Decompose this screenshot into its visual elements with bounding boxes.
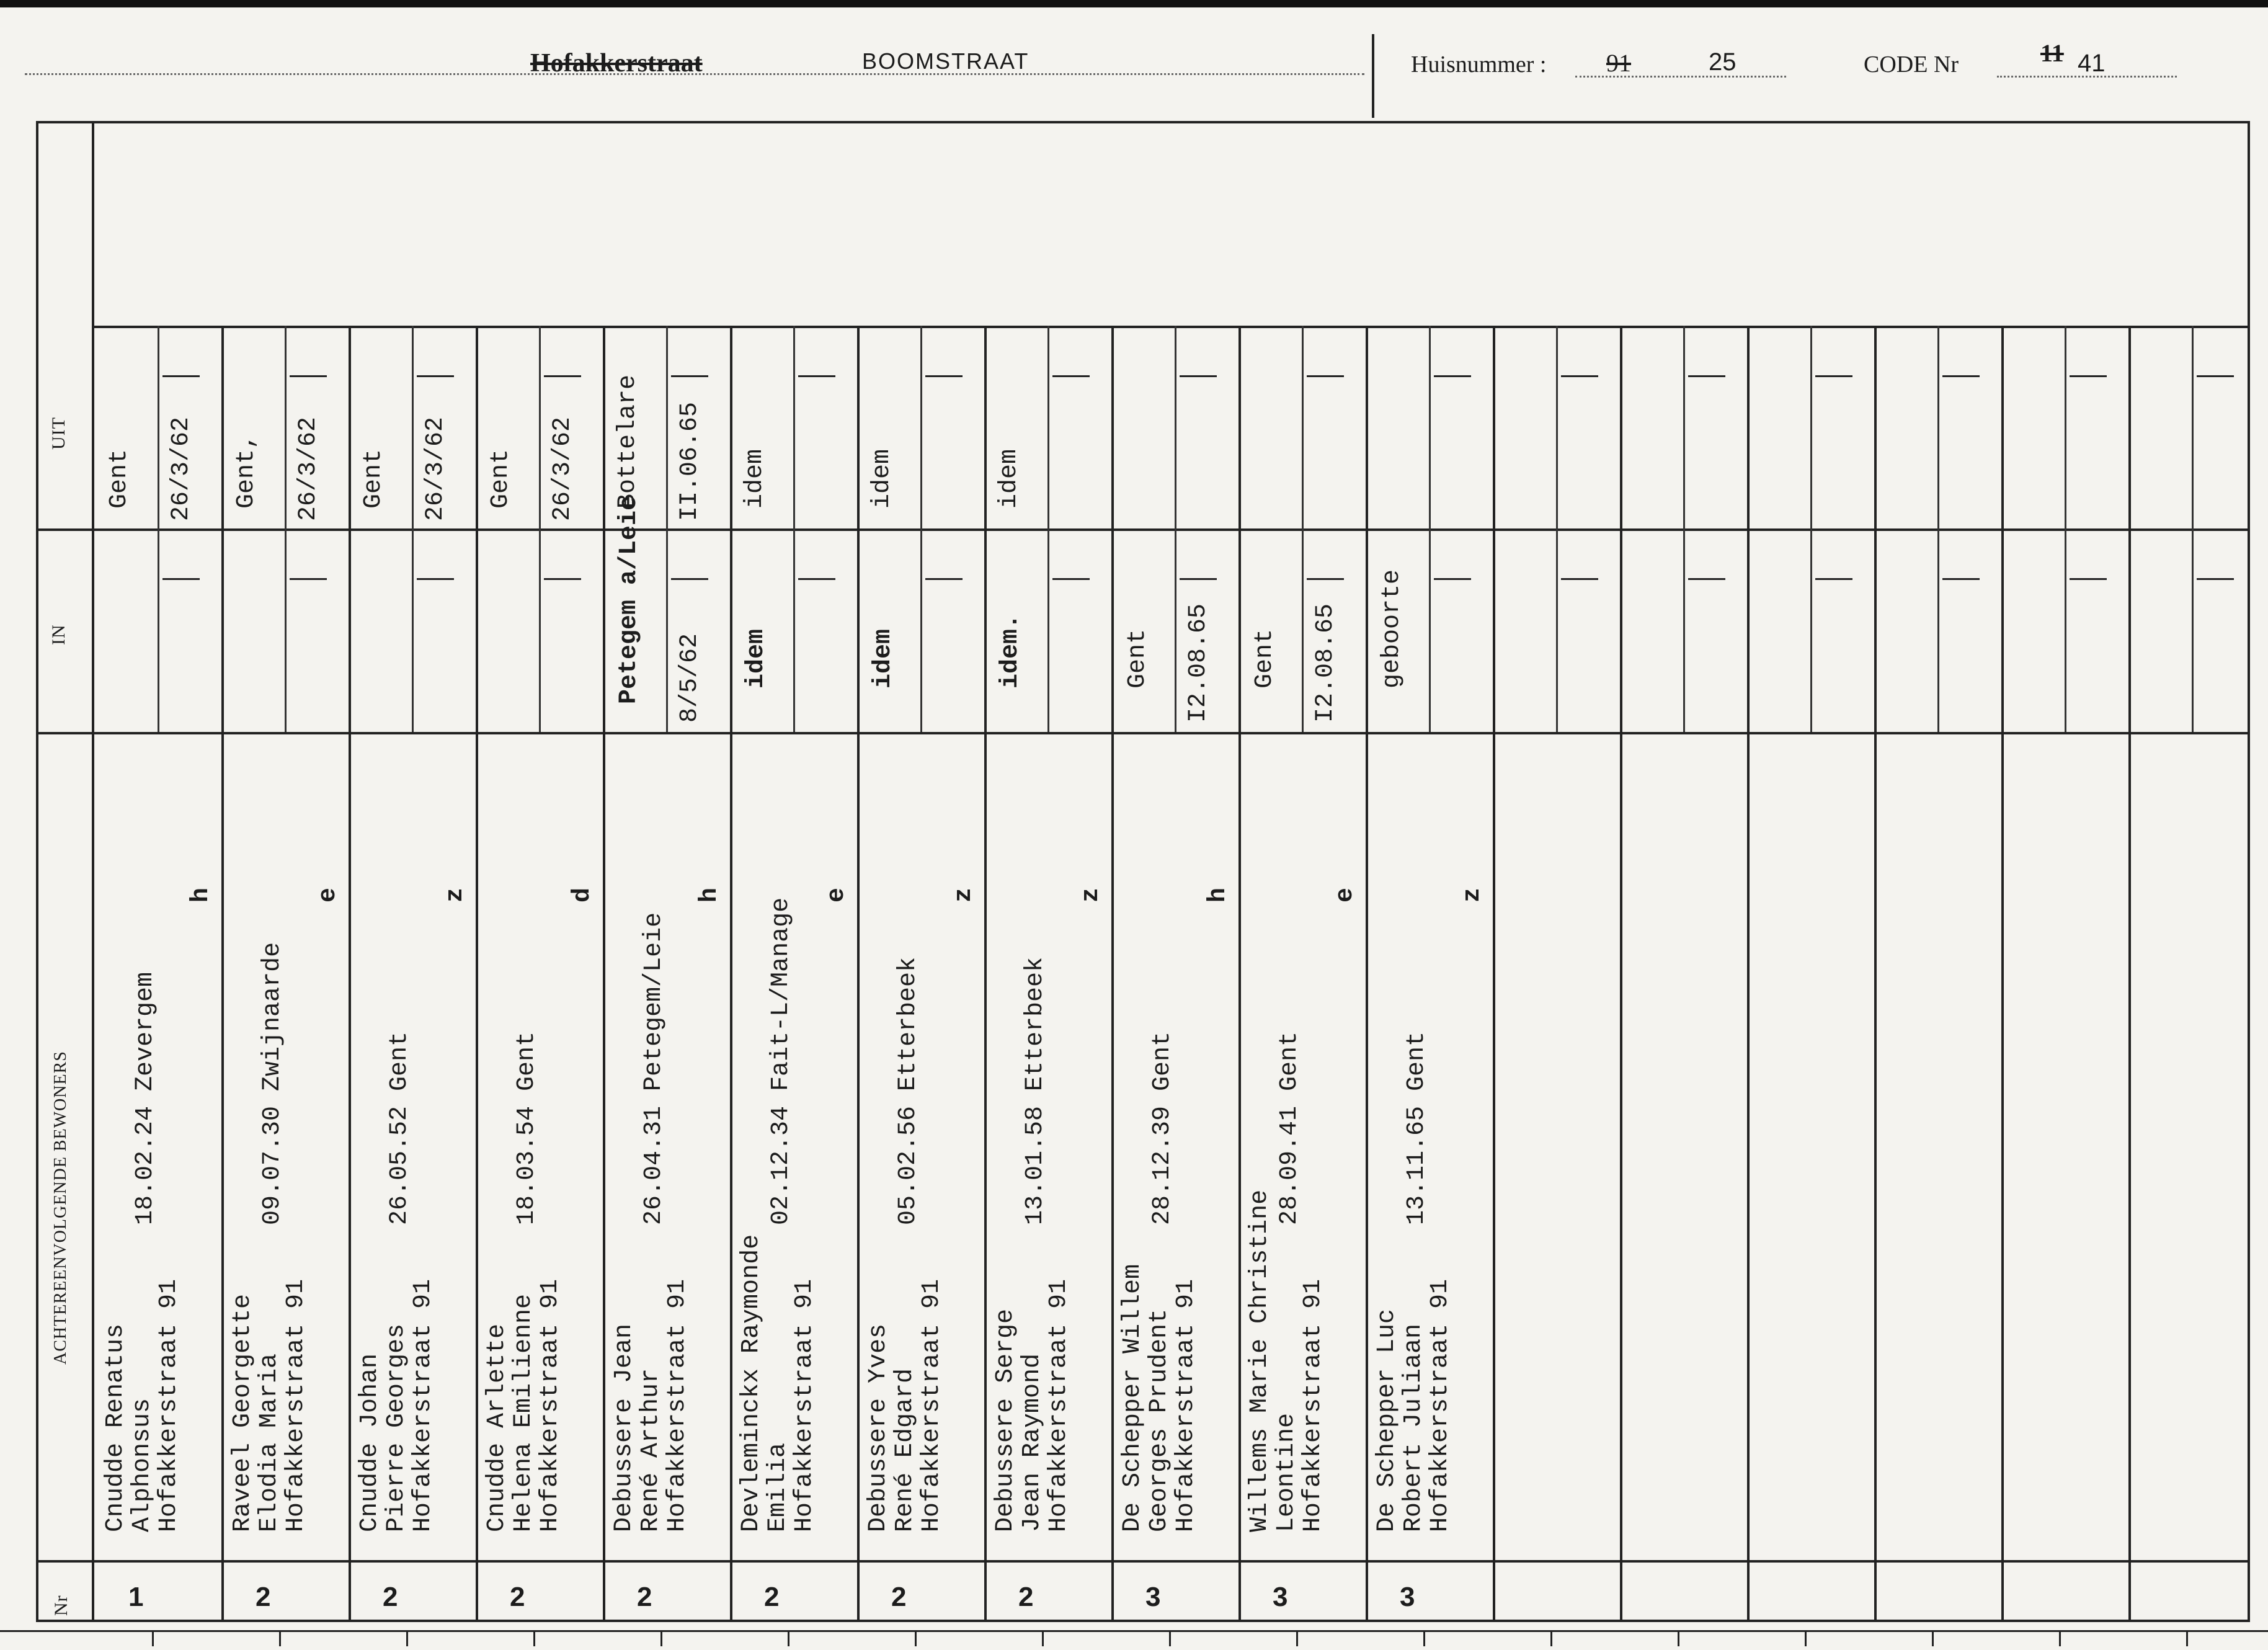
resident-given-names: Emilia bbox=[764, 1442, 792, 1532]
bottom-tick bbox=[2186, 1630, 2188, 1646]
sub-column-divider bbox=[539, 326, 541, 732]
sub-column-divider bbox=[666, 326, 668, 732]
column-divider bbox=[1493, 326, 1495, 1622]
out-date: 26/3/62 bbox=[422, 416, 450, 521]
sub-column-divider bbox=[1683, 326, 1685, 732]
empty-dash bbox=[1815, 578, 1852, 580]
out-place: Gent, bbox=[233, 434, 260, 509]
in-place: geboorte bbox=[1378, 569, 1406, 689]
resident-name: Debussere Serge bbox=[992, 1308, 1020, 1532]
bottom-tick bbox=[406, 1630, 408, 1646]
column-divider bbox=[349, 326, 351, 1622]
resident-name: Cnudde Arlette bbox=[483, 1323, 511, 1532]
row-number: 2 bbox=[510, 1582, 525, 1612]
resident-name: Raveel Georgette bbox=[229, 1293, 257, 1532]
resident-address: Hofakkerstraat 91 bbox=[1172, 1278, 1200, 1532]
bottom-tick bbox=[152, 1630, 154, 1646]
empty-dash bbox=[798, 578, 835, 580]
street-dotline bbox=[25, 73, 1364, 75]
empty-dash bbox=[2197, 578, 2234, 580]
empty-dash bbox=[1561, 375, 1598, 377]
ut-column-label: UIT bbox=[48, 417, 69, 450]
out-place: Bottelare bbox=[614, 374, 642, 509]
bottom-tick bbox=[2059, 1630, 2061, 1646]
empty-dash bbox=[798, 375, 835, 377]
resident-birth: 05.02.56 Etterbeek bbox=[894, 957, 922, 1225]
out-place: Gent bbox=[105, 448, 133, 509]
column-divider bbox=[984, 326, 987, 1622]
in-place: idem bbox=[742, 628, 770, 689]
resident-address: Hofakkerstraat 91 bbox=[282, 1278, 310, 1532]
resident-code: z bbox=[1459, 887, 1487, 903]
column-divider bbox=[1747, 326, 1750, 1622]
empty-dash bbox=[1307, 578, 1344, 580]
ut-in-divider bbox=[36, 528, 2250, 531]
out-place: Gent bbox=[487, 448, 515, 509]
row-number: 2 bbox=[383, 1582, 398, 1612]
resident-given-names: René Edgard bbox=[891, 1368, 919, 1532]
resident-code: h bbox=[1204, 887, 1232, 903]
in-place: idem bbox=[869, 628, 897, 689]
resident-given-names: Georges Prudent bbox=[1145, 1308, 1173, 1532]
empty-dash bbox=[1052, 578, 1090, 580]
code-dotline bbox=[1997, 76, 2177, 78]
bottom-tick bbox=[1805, 1630, 1807, 1646]
empty-dash bbox=[1307, 375, 1344, 377]
resident-code: z bbox=[442, 887, 469, 903]
resident-name: De Schepper Luc bbox=[1373, 1308, 1401, 1532]
resident-address: Hofakkerstraat 91 bbox=[791, 1278, 819, 1532]
bottom-tick bbox=[1932, 1630, 1934, 1646]
empty-dash bbox=[1815, 375, 1852, 377]
in-place: Petegem a/Leie bbox=[615, 495, 643, 704]
resident-code: z bbox=[1077, 887, 1105, 903]
out-place: idem bbox=[995, 448, 1023, 509]
row-number: 2 bbox=[637, 1582, 652, 1612]
sub-column-divider bbox=[1429, 326, 1431, 732]
empty-dash bbox=[925, 578, 963, 580]
resident-address: Hofakkerstraat 91 bbox=[1299, 1278, 1327, 1532]
sub-column-divider bbox=[1556, 326, 1558, 732]
out-date: 26/3/62 bbox=[549, 416, 577, 521]
bottom-tick bbox=[1678, 1630, 1679, 1646]
in-place: idem. bbox=[997, 613, 1025, 689]
resident-address: Hofakkerstraat 91 bbox=[664, 1278, 692, 1532]
column-divider bbox=[1620, 326, 1622, 1622]
in-place: Gent bbox=[1124, 628, 1152, 689]
resident-given-names: Pierre Georges bbox=[383, 1323, 411, 1532]
resident-birth: 09.07.30 Zwijnaarde bbox=[259, 942, 287, 1225]
street-name-old: Hofakkerstraat bbox=[530, 49, 703, 78]
empty-dash bbox=[162, 375, 200, 377]
resident-given-names: Alphonsus bbox=[128, 1398, 156, 1532]
empty-dash bbox=[1434, 578, 1471, 580]
out-date: 26/3/62 bbox=[295, 416, 322, 521]
code-label: CODE Nr bbox=[1864, 51, 1959, 78]
resident-name: Devleminckx Raymonde bbox=[737, 1234, 765, 1532]
bottom-tick bbox=[279, 1630, 281, 1646]
resident-code: e bbox=[823, 887, 851, 903]
empty-dash bbox=[1688, 578, 1725, 580]
empty-dash bbox=[671, 578, 708, 580]
sub-column-divider bbox=[1175, 326, 1176, 732]
code-old: 11 bbox=[2040, 39, 2064, 67]
sub-column-divider bbox=[412, 326, 414, 732]
nr-column-label: Nr bbox=[51, 1595, 71, 1616]
resident-given-names: Jean Raymond bbox=[1018, 1353, 1046, 1532]
empty-dash bbox=[671, 375, 708, 377]
empty-dash bbox=[417, 578, 454, 580]
resident-name: Willems Marie Christine bbox=[1246, 1189, 1274, 1532]
out-place: idem bbox=[741, 448, 769, 509]
resident-address: Hofakkerstraat 91 bbox=[1045, 1278, 1073, 1532]
empty-dash bbox=[1180, 375, 1217, 377]
house-dotline bbox=[1575, 76, 1786, 78]
column-divider bbox=[476, 326, 478, 1622]
bottom-tick bbox=[1423, 1630, 1425, 1646]
resident-code: h bbox=[696, 887, 724, 903]
empty-dash bbox=[290, 375, 327, 377]
resident-name: De Schepper Willem bbox=[1119, 1264, 1147, 1532]
empty-dash bbox=[1561, 578, 1598, 580]
residents-column-label: ACHTEREENVOLGENDE BEWONERS bbox=[51, 1051, 70, 1365]
sub-column-divider bbox=[920, 326, 922, 732]
resident-birth: 13.01.58 Etterbeek bbox=[1021, 957, 1049, 1225]
bottom-tick bbox=[1296, 1630, 1298, 1646]
column-divider bbox=[730, 326, 732, 1622]
resident-address: Hofakkerstraat 91 bbox=[409, 1278, 437, 1532]
resident-birth: 02.12.34 Fait-L/Manage bbox=[767, 897, 795, 1225]
resident-name: Cnudde Renatus bbox=[102, 1323, 130, 1532]
row-number: 1 bbox=[128, 1582, 144, 1612]
resident-birth: 26.05.52 Gent bbox=[386, 1031, 414, 1225]
resident-address: Hofakkerstraat 91 bbox=[918, 1278, 946, 1532]
bottom-tick bbox=[1169, 1630, 1171, 1646]
sub-column-divider bbox=[1302, 326, 1304, 732]
top-border bbox=[0, 0, 2268, 7]
in-place: Gent bbox=[1251, 628, 1279, 689]
sub-column-divider bbox=[1047, 326, 1049, 732]
top-area-divider bbox=[92, 326, 2250, 328]
resident-address: Hofakkerstraat 91 bbox=[536, 1278, 564, 1532]
row-number: 2 bbox=[891, 1582, 907, 1612]
sub-column-divider bbox=[2065, 326, 2066, 732]
resident-birth: 13.11.65 Gent bbox=[1403, 1031, 1431, 1225]
bottom-tick bbox=[1550, 1630, 1552, 1646]
empty-dash bbox=[925, 375, 963, 377]
out-date: II.06.65 bbox=[676, 401, 704, 521]
resident-birth: 18.03.54 Gent bbox=[513, 1031, 541, 1225]
resident-name: Cnudde Johan bbox=[356, 1353, 384, 1532]
empty-dash bbox=[544, 578, 581, 580]
empty-dash bbox=[1434, 375, 1471, 377]
bottom-edge bbox=[0, 1630, 2268, 1632]
resident-birth: 26.04.31 Petegem/Leie bbox=[640, 912, 668, 1225]
resident-address: Hofakkerstraat 91 bbox=[155, 1278, 183, 1532]
in-date: I2.08.65 bbox=[1312, 603, 1340, 723]
sub-column-divider bbox=[793, 326, 795, 732]
resident-birth: 18.02.24 Zevergem bbox=[131, 971, 159, 1225]
in-column-label: IN bbox=[48, 624, 69, 645]
empty-dash bbox=[2070, 578, 2107, 580]
resident-given-names: René Arthur bbox=[637, 1368, 665, 1532]
resident-name: Debussere Jean bbox=[610, 1323, 638, 1532]
column-divider bbox=[1874, 326, 1877, 1622]
sub-column-divider bbox=[158, 326, 159, 732]
empty-dash bbox=[1052, 375, 1090, 377]
resident-address: Hofakkerstraat 91 bbox=[1426, 1278, 1454, 1532]
empty-dash bbox=[1688, 375, 1725, 377]
empty-dash bbox=[162, 578, 200, 580]
resident-name: Debussere Yves bbox=[865, 1323, 892, 1532]
bottom-tick bbox=[915, 1630, 917, 1646]
column-divider bbox=[603, 326, 605, 1622]
sub-column-divider bbox=[1810, 326, 1812, 732]
code-new: 41 bbox=[2078, 50, 2106, 77]
column-divider bbox=[2128, 326, 2131, 1622]
street-name-new: BOOMSTRAAT bbox=[862, 48, 1029, 74]
out-place: Gent bbox=[360, 448, 388, 509]
resident-birth: 28.09.41 Gent bbox=[1276, 1031, 1304, 1225]
column-divider bbox=[221, 326, 224, 1622]
resident-code: z bbox=[950, 887, 978, 903]
resident-code: e bbox=[314, 887, 342, 903]
house-number-new: 25 bbox=[1709, 48, 1737, 76]
empty-dash bbox=[1180, 578, 1217, 580]
sub-column-divider bbox=[1937, 326, 1939, 732]
empty-dash bbox=[1942, 578, 1980, 580]
label-column-divider bbox=[92, 121, 94, 1622]
empty-dash bbox=[2070, 375, 2107, 377]
resident-code: e bbox=[1332, 887, 1359, 903]
resident-given-names: Leontine bbox=[1273, 1412, 1301, 1532]
row-number: 2 bbox=[764, 1582, 780, 1612]
in-date: I2.08.65 bbox=[1185, 603, 1212, 723]
house-number-old: 91 bbox=[1606, 49, 1631, 77]
row-number: 2 bbox=[1018, 1582, 1034, 1612]
resident-given-names: Helena Emilienne bbox=[510, 1293, 538, 1532]
row-number: 3 bbox=[1145, 1582, 1161, 1612]
out-place: idem bbox=[868, 448, 896, 509]
empty-dash bbox=[2197, 375, 2234, 377]
resident-code: h bbox=[187, 887, 215, 903]
empty-dash bbox=[417, 375, 454, 377]
sub-column-divider bbox=[285, 326, 287, 732]
residents-nr-divider bbox=[36, 1560, 2250, 1563]
resident-given-names: Robert Juliaan bbox=[1400, 1323, 1428, 1532]
in-residents-divider bbox=[36, 732, 2250, 734]
empty-dash bbox=[1942, 375, 1980, 377]
column-divider bbox=[1111, 326, 1114, 1622]
empty-dash bbox=[290, 578, 327, 580]
column-divider bbox=[1366, 326, 1368, 1622]
house-number-label: Huisnummer : bbox=[1411, 51, 1547, 78]
row-number: 2 bbox=[256, 1582, 271, 1612]
empty-dash bbox=[544, 375, 581, 377]
bottom-tick bbox=[533, 1630, 535, 1646]
column-divider bbox=[2001, 326, 2004, 1622]
column-divider bbox=[857, 326, 860, 1622]
resident-birth: 28.12.39 Gent bbox=[1149, 1031, 1176, 1225]
column-divider bbox=[1239, 326, 1241, 1622]
bottom-tick bbox=[788, 1630, 789, 1646]
out-date: 26/3/62 bbox=[167, 416, 195, 521]
resident-given-names: Elodia Maria bbox=[256, 1353, 283, 1532]
row-number: 3 bbox=[1273, 1582, 1288, 1612]
resident-code: d bbox=[569, 887, 597, 903]
in-date: 8/5/62 bbox=[676, 633, 704, 723]
header-divider bbox=[1372, 34, 1374, 118]
row-number: 3 bbox=[1400, 1582, 1415, 1612]
bottom-tick bbox=[1042, 1630, 1044, 1646]
sub-column-divider bbox=[2192, 326, 2194, 732]
bottom-tick bbox=[660, 1630, 662, 1646]
